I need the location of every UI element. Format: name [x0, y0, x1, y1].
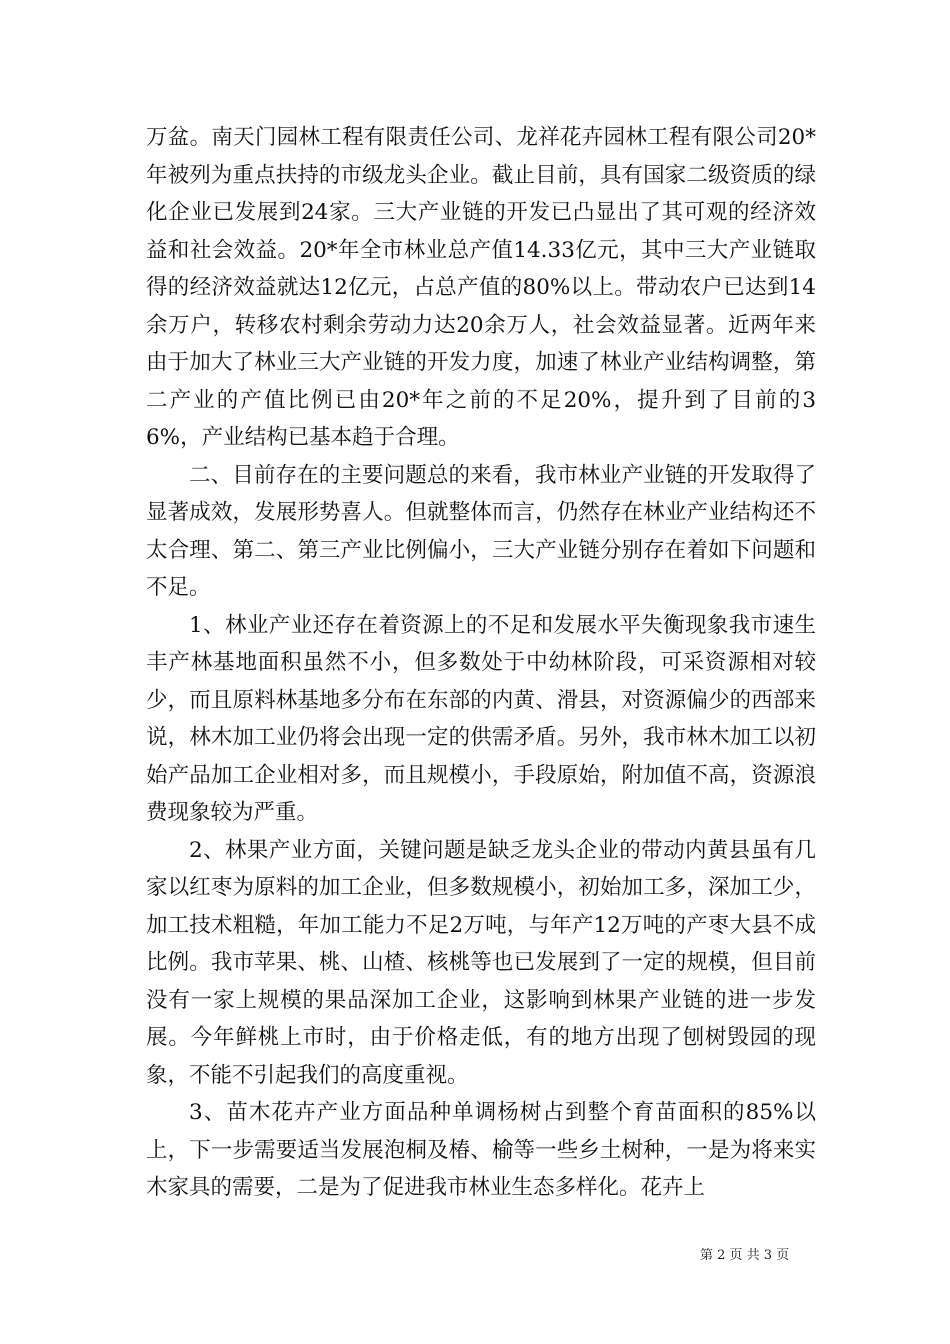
- page-number: 第 2 页 共 3 页: [700, 1248, 790, 1263]
- paragraph-nursery-flowers: 3、苗木花卉产业方面品种单调杨树占到整个育苗面积的85%以上，下一步需要适当发展泡桐及椿、榆等一些乡土树种，一是为将来实木家具的需要，二是为了促进我市林业生态多样化。花卉上: [146, 1100, 816, 1200]
- paragraph-fruit-industry: 2、林果产业方面，关键问题是缺乏龙头企业的带动内黄县虽有几家以红枣为原料的加工企业，但多数规模小，初始加工多，深加工少，加工技术粗糙，年加工能力不足2万吨，与年产12万吨的产枣大县不成比例。我市苹果、桃、山楂、核桃等也已发展到了一定的规模，但目前没有一家上规模的果品深加工企业，这影响到林果产业链的进一步发展。今年鲜桃上市时，由于价格走低，有的地方出现了刨树毁园的现象，不能不引起我们的高度重视。: [146, 837, 816, 1088]
- paragraph-forestry-resources: 1、林业产业还存在着资源上的不足和发展水平失衡现象我市速生丰产林基地面积虽然不小，但多数处于中幼林阶段，可采资源相对较少，而且原料林基地多分布在东部的内黄、滑县，对资源偏少的西部来说，林木加工业仍将会出现一定的供需矛盾。另外，我市林木加工以初始产品加工企业相对多，而且规模小，手段原始，附加值不高，资源浪费现象较为严重。: [146, 612, 816, 825]
- document-body: [146, 119, 816, 1207]
- paragraph-main-problems: 二、目前存在的主要问题总的来看，我市林业产业链的开发取得了显著成效，发展形势喜人。但就整体而言，仍然存在林业产业结构还不太合理、第二、第三产业比例偏小，三大产业链分别存在着如下问题和不足。: [146, 462, 816, 600]
- paragraph-continuation: 万盆。南天门园林工程有限责任公司、龙祥花卉园林工程有限公司20*年被列为重点扶持的市级龙头企业。截止目前，具有国家二级资质的绿化企业已发展到24家。三大产业链的开发已凸显出了其可观的经济效益和社会效益。20*年全市林业总产值14.33亿元，其中三大产业链取得的经济效益就达12亿元，占总产值的80%以上。带动农户已达到14余万户，转移农村剩余劳动力达20余万人，社会效益显著。近两年来由于加大了林业三大产业链的开发力度，加速了林业产业结构调整，第二产业的产值比例已由20*年之前的不足20%，提升到了目前的36%，产业结构已基本趋于合理。: [146, 125, 816, 450]
